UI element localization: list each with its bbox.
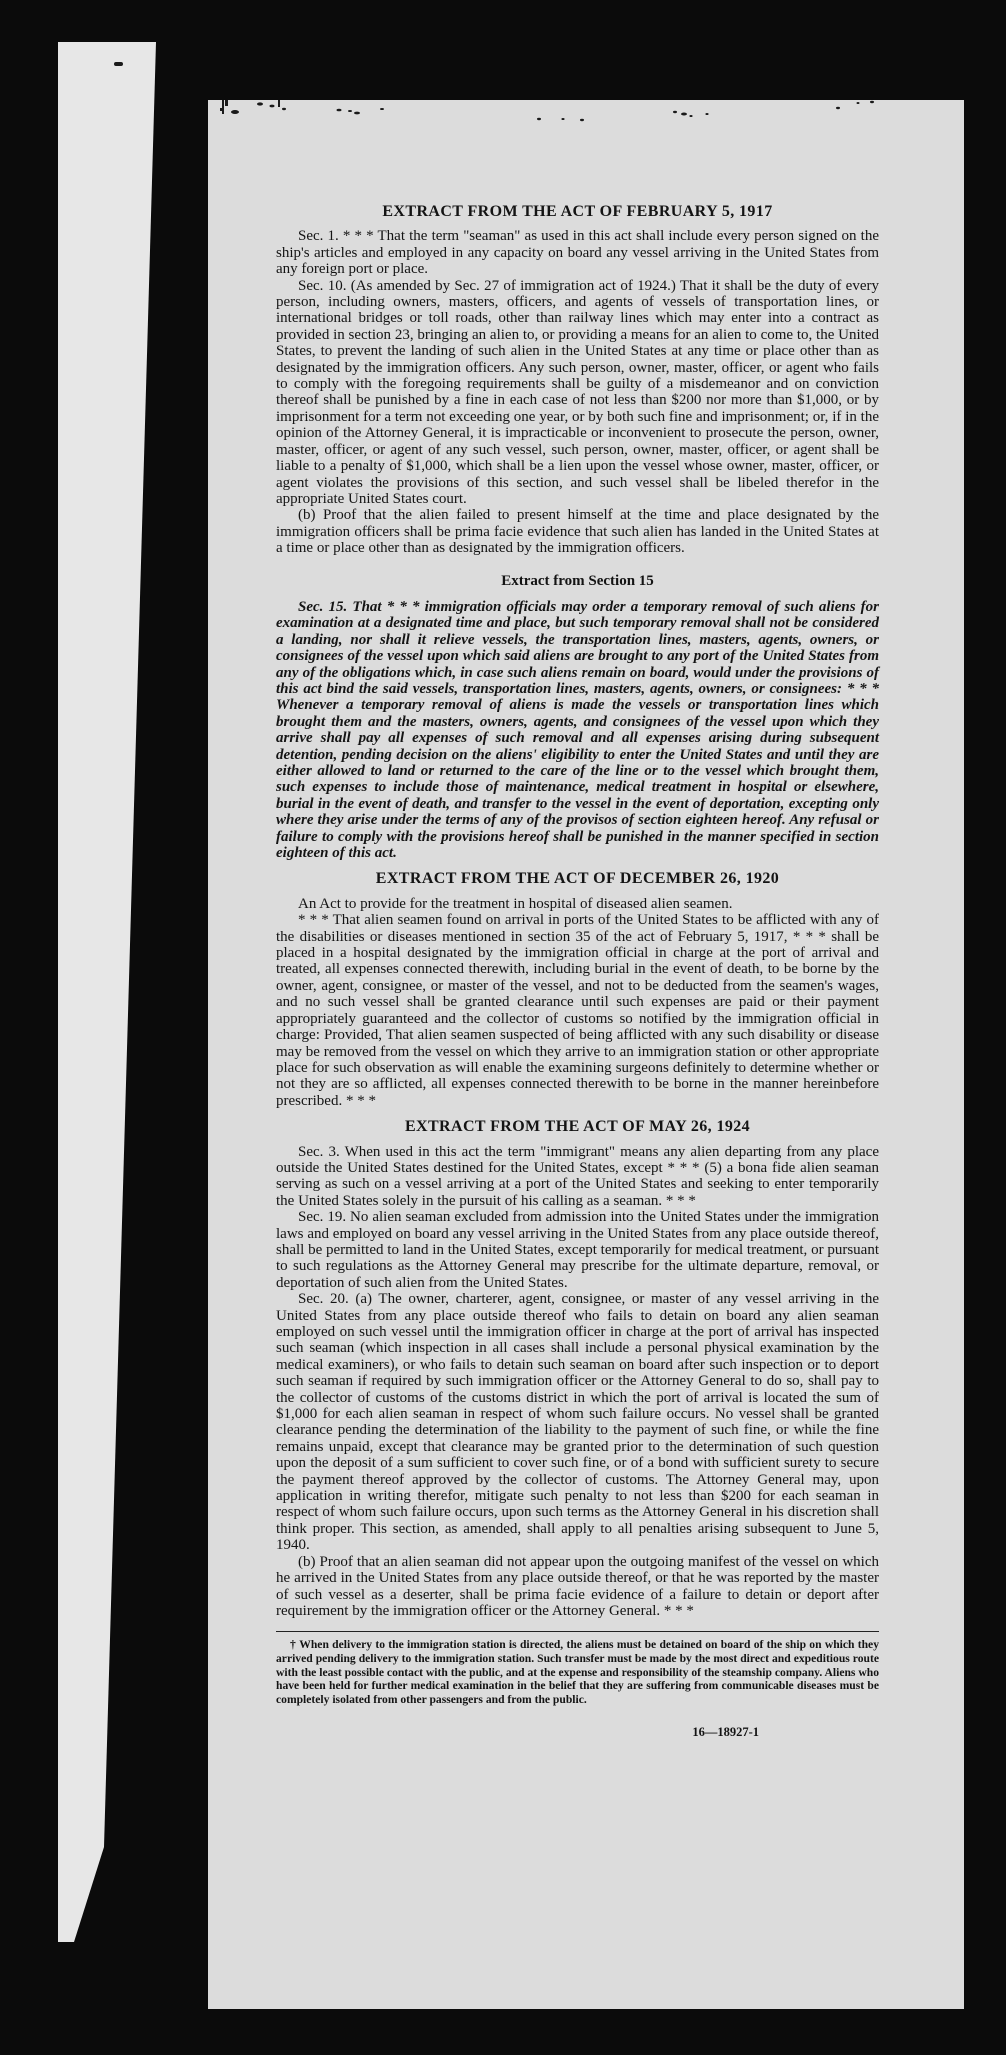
section-act-1920 (276, 871, 879, 1109)
document-page (208, 100, 964, 2009)
strip-mark (114, 62, 123, 66)
paragraph: Sec. 3. When used in this act the term "immigrant" means any alien departing from any place outside the United States destined for the United States, except * * * (5) a bona fide alien seaman serving as such on a vessel arriving at a port of the United States and seeking to enter temporarily the United States solely in the pursuit of his calling as a seaman. * * * (276, 1143, 879, 1209)
paragraph: * * * That alien seamen found on arrival in ports of the United States to be afflicted with any of the disabilities or diseases mentioned in section 35 of the act of February 5, 1917, * * * shall be placed in a hospital designated by the immigration official in charge at the port of arrival and treated, all expenses connected therewith, including burial in the event of death, to be borne by the owner, agent, consignee, or master of the vessel, and not to be deducted from the seamen's wages, and no such vessel shall be granted clearance until such expenses are paid or their payment appropriately guaranteed and the collector of customs so notified by the immigration official in charge: Provided, That alien seamen suspected of being afflicted with any such disability or disease may be removed from the vessel on which they arrive to an immigration station or other appropriate place for such observation as will enable the examining surgeons definitely to determine whether or not they are so afflicted, all expenses connected therewith to be borne in the manner hereinbefore prescribed. * * * (276, 912, 879, 1109)
paragraph: (b) Proof that the alien failed to present himself at the time and place designated by the immigration officers shall be prima facie evidence that such alien has landed in the United States at a time or place other than as designated by the immigration officers. (276, 507, 879, 557)
section-act-1924 (276, 1119, 879, 1619)
footnote-text: † When delivery to the immigration station is directed, the aliens must be detained on board of the ship on which they arrived pending delivery to the immigration station. Such transfer must be made by the most direct and expeditious route with the least possible contact with the public, and at the expense and responsibility of the steamship company. Aliens who have been held for further medical examination in the belief that they are suffering from communicable diseases must be completely isolated from other passengers and from the public. (276, 1638, 879, 1706)
paragraph: (b) Proof that an alien seaman did not appear upon the outgoing manifest of the vessel on which he arrived in the United States from any place outside thereof, or that he was reported by the master of such vessel as a deserter, shall be prima facie evidence of a failure to detain or deport after requirement by the immigration officer or the Attorney General. * * * (276, 1553, 879, 1619)
paragraph: Sec. 10. (As amended by Sec. 27 of immigration act of 1924.) That it shall be the duty of every person, including owners, masters, officers, and agents of vessels of transportation lines, or international bridges or toll roads, other than railway lines which may enter into a contract as provided in section 23, bringing an alien to, or providing a means for an alien to come to, the United States, to prevent the landing of such alien in the United States at any time or place other than as designated by the immigration officers. Any such person, owner, master, officer, or agent who fails to comply with the foregoing requirements shall be guilty of a misdemeanor and on conviction thereof shall be punished by a fine in each case of not less than $200 nor more than $1,000, or by imprisonment for a term not exceeding one year, or by both such fine and imprisonment; or, if in the opinion of the Attorney General, it is impracticable or inconvenient to prosecute the person, owner, master, officer, or agent of any such vessel, such person, owner, master, officer, or agent shall be liable to a penalty of $1,000, which shall be a lien upon the vessel whose owner, master, officer, or agent violates the provisions of this section, and such vessel shall be libeled therefor in the appropriate United States court. (276, 277, 879, 507)
section-heading: EXTRACT FROM THE ACT OF FEBRUARY 5, 1917 (382, 203, 773, 220)
section-heading: Extract from Section 15 (501, 572, 654, 589)
adjacent-page-strip (56, 42, 156, 1942)
paragraph: Sec. 20. (a) The owner, charterer, agent, consignee, or master of any vessel arriving in the United States from any place outside thereof who fails to detain on board any alien seaman employed on such vessel until the immigration officer in charge at the port of arrival has inspected such seaman (which inspection in all cases shall include a personal physical examination by the medical examiners), or who fails to detain such seaman on board after such inspection or to deport such seaman if required by such immigration officer or the Attorney General to do so, shall pay to the collector of customs of the customs district in which the port of arrival is located the sum of $1,000 for each alien seaman in respect of whom such failure occurs. No vessel shall be granted clearance pending the determination of the liability to the payment of such fine, or while the fine remains unpaid, except that clearance may be granted prior to the determination of such question upon the deposit of a sum sufficient to cover such fine, or of a bond with sufficient surety to secure the payment thereof approved by the collector of customs. The Attorney General may, upon application in writing therefor, mitigate such penalty to not less than $200 for each seaman in respect of whom such failure occurs, upon such terms as the Attorney General in his discretion shall think proper. This section, as amended, shall apply to all penalties arising subsequent to June 5, 1940. (276, 1291, 879, 1554)
section-heading: EXTRACT FROM THE ACT OF MAY 26, 1924 (404, 1118, 751, 1136)
paragraph: Sec. 19. No alien seaman excluded from admission into the United States under the immigration laws and employed on board any vessel arriving in the United States from any place outside thereof, shall be permitted to land in the United States, except temporarily for medical treatment, or pursuant to such regulations as the Attorney General may prescribe for the ultimate departure, removal, or deportation of such alien from the United States. (276, 1209, 879, 1291)
scan-specks (208, 100, 964, 180)
section-15-extract (276, 573, 879, 862)
file-number: 16—18927-1 (692, 1725, 759, 1740)
footnote (276, 1631, 879, 1706)
document-content (276, 204, 879, 1741)
paragraph: Sec. 15. That * * * immigration officials may order a temporary removal of such aliens for examination at a designated time and place, but such temporary removal shall not be considered a landing, nor shall it relieve vessels, the transportation lines, masters, agents, owners, or consignees of the vessel upon which said aliens are brought to any port of the United States from any of the obligations which, in case such aliens remain on board, would under the provisions of this act bind the said vessels, transportation lines, masters, agents, owners, or consignees: * * * Whenever a temporary removal of aliens is made the vessels or transportation lines which brought them and the masters, owners, agents, and consignees of the vessel upon which they arrive shall pay all expenses of such removal and all expenses arising during subsequent detention, pending decision on the aliens' eligibility to enter the United States and until they are either allowed to land or returned to the care of the line or to the vessel which brought them, such expenses to include those of maintenance, medical treatment in hospital or elsewhere, burial in the event of death, and transfer to the vessel in the event of deportation, excepting only where they arise under the terms of any of the provisos of section eighteen hereof. Any refusal or failure to comply with the provisions hereof shall be punished in the manner specified in section eighteen of this act. (276, 598, 879, 862)
paragraph: An Act to provide for the treatment in hospital of diseased alien seamen. (298, 895, 733, 912)
section-act-1917 (276, 204, 879, 557)
section-heading: EXTRACT FROM THE ACT OF DECEMBER 26, 1920 (375, 870, 780, 888)
paragraph: Sec. 1. * * * That the term "seaman" as used in this act shall include every person signed on the ship's articles and employed in any capacity on board any vessel arriving in the United States from any foreign port or place. (276, 228, 879, 278)
